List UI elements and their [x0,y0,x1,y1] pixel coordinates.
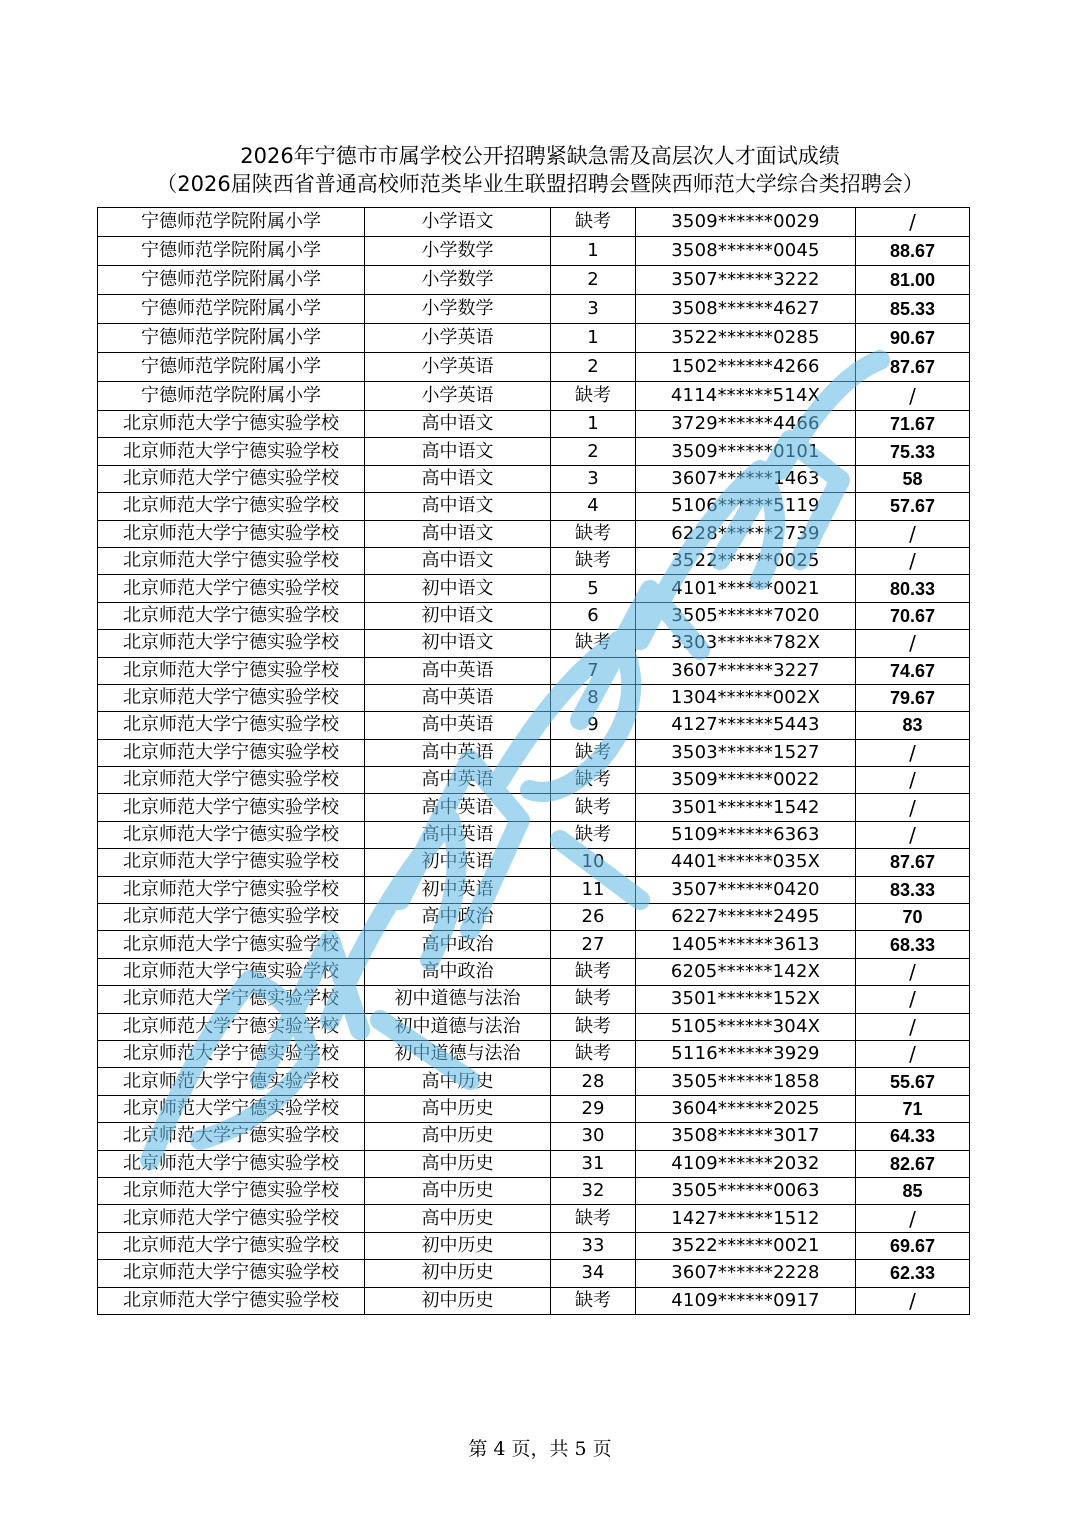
table-row [98,208,970,237]
school-cell: 北京师范大学宁德实验学校 [98,1177,365,1204]
table-row [98,266,970,295]
subject-cell: 高中政治 [365,904,551,931]
subject-cell: 小学语文 [365,208,551,237]
score-cell: / [856,1287,970,1314]
school-cell: 北京师范大学宁德实验学校 [98,821,365,848]
school-cell: 北京师范大学宁德实验学校 [98,520,365,547]
table-row [98,520,970,547]
subject-cell: 高中语文 [365,465,551,492]
score-cell: / [856,739,970,766]
subject-cell: 初中语文 [365,630,551,657]
school-cell: 北京师范大学宁德实验学校 [98,904,365,931]
score-cell: 79.67 [856,684,970,711]
subject-cell: 高中政治 [365,931,551,958]
table-row [98,1205,970,1232]
id-number-cell: 3522******0021 [636,1232,856,1259]
table-row [98,547,970,574]
table-row [98,1232,970,1259]
score-cell: 74.67 [856,657,970,684]
school-cell: 北京师范大学宁德实验学校 [98,1095,365,1122]
school-cell: 宁德师范学院附属小学 [98,295,365,324]
id-number-cell: 3729******4466 [636,411,856,438]
id-number-cell: 3507******0420 [636,876,856,903]
school-cell: 北京师范大学宁德实验学校 [98,1232,365,1259]
score-cell: / [856,1205,970,1232]
id-number-cell: 3508******3017 [636,1123,856,1150]
order-cell: 缺考 [551,382,636,411]
order-cell: 缺考 [551,547,636,574]
school-cell: 北京师范大学宁德实验学校 [98,739,365,766]
table-row [98,1260,970,1287]
table-row [98,438,970,465]
id-number-cell: 3501******1542 [636,794,856,821]
order-cell: 缺考 [551,208,636,237]
score-cell: / [856,958,970,985]
score-cell: 57.67 [856,493,970,520]
score-cell: / [856,520,970,547]
score-cell: / [856,547,970,574]
id-number-cell: 3505******1858 [636,1068,856,1095]
school-cell: 北京师范大学宁德实验学校 [98,411,365,438]
order-cell: 缺考 [551,1287,636,1314]
school-cell: 北京师范大学宁德实验学校 [98,986,365,1013]
subject-cell: 初中语文 [365,602,551,629]
order-cell: 9 [551,712,636,739]
order-cell: 缺考 [551,767,636,794]
order-cell: 8 [551,684,636,711]
id-number-cell: 1502******4266 [636,353,856,382]
document-subtitle: （2026届陕西省普通高校师范类毕业生联盟招聘会暨陕西师范大学综合类招聘会） [156,172,924,196]
order-cell: 2 [551,438,636,465]
school-cell: 宁德师范学院附属小学 [98,353,365,382]
school-cell: 北京师范大学宁德实验学校 [98,1068,365,1095]
score-cell: / [856,794,970,821]
table-row [98,353,970,382]
order-cell: 7 [551,657,636,684]
score-cell: 87.67 [856,353,970,382]
score-cell: 70.67 [856,602,970,629]
id-number-cell: 3607******1463 [636,465,856,492]
order-cell: 缺考 [551,630,636,657]
scores-table-body [98,208,970,1315]
score-cell: 62.33 [856,1260,970,1287]
order-cell: 26 [551,904,636,931]
subject-cell: 高中历史 [365,1123,551,1150]
score-cell: 90.67 [856,324,970,353]
school-cell: 北京师范大学宁德实验学校 [98,849,365,876]
school-cell: 北京师范大学宁德实验学校 [98,657,365,684]
order-cell: 3 [551,295,636,324]
table-row [98,684,970,711]
table-row [98,1068,970,1095]
table-row [98,876,970,903]
school-cell: 北京师范大学宁德实验学校 [98,493,365,520]
id-number-cell: 6228******2739 [636,520,856,547]
school-cell: 北京师范大学宁德实验学校 [98,547,365,574]
school-cell: 宁德师范学院附属小学 [98,324,365,353]
table-row [98,931,970,958]
subject-cell: 小学数学 [365,237,551,266]
score-cell: 70 [856,904,970,931]
order-cell: 缺考 [551,1040,636,1067]
school-cell: 北京师范大学宁德实验学校 [98,876,365,903]
subject-cell: 初中道德与法治 [365,1013,551,1040]
subject-cell: 高中英语 [365,767,551,794]
document-title: 2026年宁德市市属学校公开招聘紧缺急需及高层次人才面试成绩 [240,144,840,168]
subject-cell: 小学数学 [365,295,551,324]
order-cell: 6 [551,602,636,629]
table-row [98,237,970,266]
subject-cell: 高中政治 [365,958,551,985]
table-row [98,1287,970,1314]
subject-cell: 初中英语 [365,876,551,903]
subject-cell: 小学英语 [365,382,551,411]
subject-cell: 初中英语 [365,849,551,876]
order-cell: 缺考 [551,986,636,1013]
score-cell: 55.67 [856,1068,970,1095]
order-cell: 5 [551,575,636,602]
subject-cell: 高中英语 [365,657,551,684]
subject-cell: 初中历史 [365,1260,551,1287]
order-cell: 缺考 [551,958,636,985]
order-cell: 1 [551,324,636,353]
table-row [98,794,970,821]
table-row [98,324,970,353]
table-row [98,1095,970,1122]
subject-cell: 小学英语 [365,324,551,353]
table-row [98,602,970,629]
score-cell: 82.67 [856,1150,970,1177]
score-cell: / [856,821,970,848]
order-cell: 27 [551,931,636,958]
school-cell: 宁德师范学院附属小学 [98,237,365,266]
order-cell: 缺考 [551,821,636,848]
score-cell: 85.33 [856,295,970,324]
subject-cell: 高中历史 [365,1205,551,1232]
id-number-cell: 3509******0029 [636,208,856,237]
school-cell: 北京师范大学宁德实验学校 [98,958,365,985]
order-cell: 30 [551,1123,636,1150]
id-number-cell: 3509******0022 [636,767,856,794]
school-cell: 北京师范大学宁德实验学校 [98,1013,365,1040]
school-cell: 北京师范大学宁德实验学校 [98,794,365,821]
score-cell: / [856,986,970,1013]
subject-cell: 高中语文 [365,493,551,520]
id-number-cell: 6205******142X [636,958,856,985]
order-cell: 4 [551,493,636,520]
subject-cell: 高中历史 [365,1095,551,1122]
scores-table [97,207,970,1315]
id-number-cell: 3507******3222 [636,266,856,295]
order-cell: 1 [551,411,636,438]
score-cell: 85 [856,1177,970,1204]
id-number-cell: 3509******0101 [636,438,856,465]
school-cell: 北京师范大学宁德实验学校 [98,602,365,629]
id-number-cell: 5116******3929 [636,1040,856,1067]
school-cell: 北京师范大学宁德实验学校 [98,712,365,739]
table-row [98,958,970,985]
id-number-cell: 3522******0025 [636,547,856,574]
school-cell: 北京师范大学宁德实验学校 [98,767,365,794]
subject-cell: 高中英语 [365,739,551,766]
table-row [98,767,970,794]
table-row [98,630,970,657]
subject-cell: 初中语文 [365,575,551,602]
school-cell: 北京师范大学宁德实验学校 [98,1150,365,1177]
order-cell: 3 [551,465,636,492]
id-number-cell: 4109******0917 [636,1287,856,1314]
order-cell: 32 [551,1177,636,1204]
order-cell: 2 [551,353,636,382]
table-row [98,821,970,848]
id-number-cell: 3503******1527 [636,739,856,766]
school-cell: 北京师范大学宁德实验学校 [98,575,365,602]
id-number-cell: 5105******304X [636,1013,856,1040]
table-row [98,657,970,684]
subject-cell: 高中英语 [365,794,551,821]
score-cell: 58 [856,465,970,492]
score-cell: / [856,767,970,794]
id-number-cell: 3522******0285 [636,324,856,353]
table-row [98,1177,970,1204]
score-cell: 81.00 [856,266,970,295]
order-cell: 缺考 [551,794,636,821]
order-cell: 2 [551,266,636,295]
score-cell: 71 [856,1095,970,1122]
id-number-cell: 1405******3613 [636,931,856,958]
table-row [98,849,970,876]
id-number-cell: 1427******1512 [636,1205,856,1232]
score-cell: 64.33 [856,1123,970,1150]
id-number-cell: 3501******152X [636,986,856,1013]
order-cell: 缺考 [551,520,636,547]
score-cell: 83.33 [856,876,970,903]
table-row [98,1150,970,1177]
score-cell: 69.67 [856,1232,970,1259]
school-cell: 北京师范大学宁德实验学校 [98,931,365,958]
score-cell: 83 [856,712,970,739]
order-cell: 1 [551,237,636,266]
subject-cell: 高中英语 [365,712,551,739]
school-cell: 北京师范大学宁德实验学校 [98,438,365,465]
id-number-cell: 1304******002X [636,684,856,711]
school-cell: 北京师范大学宁德实验学校 [98,630,365,657]
table-row [98,1040,970,1067]
id-number-cell: 4101******0021 [636,575,856,602]
id-number-cell: 3303******782X [636,630,856,657]
table-row [98,295,970,324]
order-cell: 31 [551,1150,636,1177]
table-row [98,1123,970,1150]
subject-cell: 高中历史 [365,1068,551,1095]
school-cell: 北京师范大学宁德实验学校 [98,465,365,492]
table-row [98,465,970,492]
table-row [98,411,970,438]
school-cell: 北京师范大学宁德实验学校 [98,1287,365,1314]
order-cell: 缺考 [551,1013,636,1040]
order-cell: 28 [551,1068,636,1095]
score-cell: 87.67 [856,849,970,876]
table-row [98,382,970,411]
order-cell: 29 [551,1095,636,1122]
score-cell: 68.33 [856,931,970,958]
subject-cell: 高中语文 [365,547,551,574]
score-cell: / [856,630,970,657]
school-cell: 北京师范大学宁德实验学校 [98,1205,365,1232]
id-number-cell: 3508******4627 [636,295,856,324]
school-cell: 宁德师范学院附属小学 [98,382,365,411]
id-number-cell: 3505******7020 [636,602,856,629]
page-footer: 第 4 页，共 5 页 [468,1438,612,1460]
table-row [98,739,970,766]
subject-cell: 高中英语 [365,821,551,848]
table-row [98,1013,970,1040]
order-cell: 缺考 [551,739,636,766]
id-number-cell: 3604******2025 [636,1095,856,1122]
order-cell: 11 [551,876,636,903]
id-number-cell: 4109******2032 [636,1150,856,1177]
table-row [98,712,970,739]
id-number-cell: 4127******5443 [636,712,856,739]
subject-cell: 初中历史 [365,1287,551,1314]
id-number-cell: 4114******514X [636,382,856,411]
subject-cell: 初中道德与法治 [365,986,551,1013]
subject-cell: 初中历史 [365,1232,551,1259]
score-cell: / [856,208,970,237]
order-cell: 10 [551,849,636,876]
id-number-cell: 3508******0045 [636,237,856,266]
score-cell: 88.67 [856,237,970,266]
score-cell: 80.33 [856,575,970,602]
subject-cell: 高中历史 [365,1150,551,1177]
score-cell: 75.33 [856,438,970,465]
id-number-cell: 5106******5119 [636,493,856,520]
subject-cell: 小学数学 [365,266,551,295]
order-cell: 34 [551,1260,636,1287]
school-cell: 北京师范大学宁德实验学校 [98,1123,365,1150]
school-cell: 北京师范大学宁德实验学校 [98,1040,365,1067]
school-cell: 宁德师范学院附属小学 [98,208,365,237]
id-number-cell: 3607******2228 [636,1260,856,1287]
id-number-cell: 6227******2495 [636,904,856,931]
school-cell: 北京师范大学宁德实验学校 [98,1260,365,1287]
table-row [98,493,970,520]
table-row [98,986,970,1013]
subject-cell: 高中英语 [365,684,551,711]
score-cell: / [856,382,970,411]
subject-cell: 高中历史 [365,1177,551,1204]
subject-cell: 高中语文 [365,520,551,547]
school-cell: 宁德师范学院附属小学 [98,266,365,295]
id-number-cell: 3607******3227 [636,657,856,684]
table-row [98,575,970,602]
subject-cell: 高中语文 [365,438,551,465]
score-cell: / [856,1013,970,1040]
subject-cell: 初中道德与法治 [365,1040,551,1067]
order-cell: 33 [551,1232,636,1259]
id-number-cell: 4401******035X [636,849,856,876]
order-cell: 缺考 [551,1205,636,1232]
id-number-cell: 5109******6363 [636,821,856,848]
score-cell: / [856,1040,970,1067]
table-row [98,904,970,931]
score-cell: 71.67 [856,411,970,438]
school-cell: 北京师范大学宁德实验学校 [98,684,365,711]
id-number-cell: 3505******0063 [636,1177,856,1204]
subject-cell: 高中语文 [365,411,551,438]
subject-cell: 小学英语 [365,353,551,382]
